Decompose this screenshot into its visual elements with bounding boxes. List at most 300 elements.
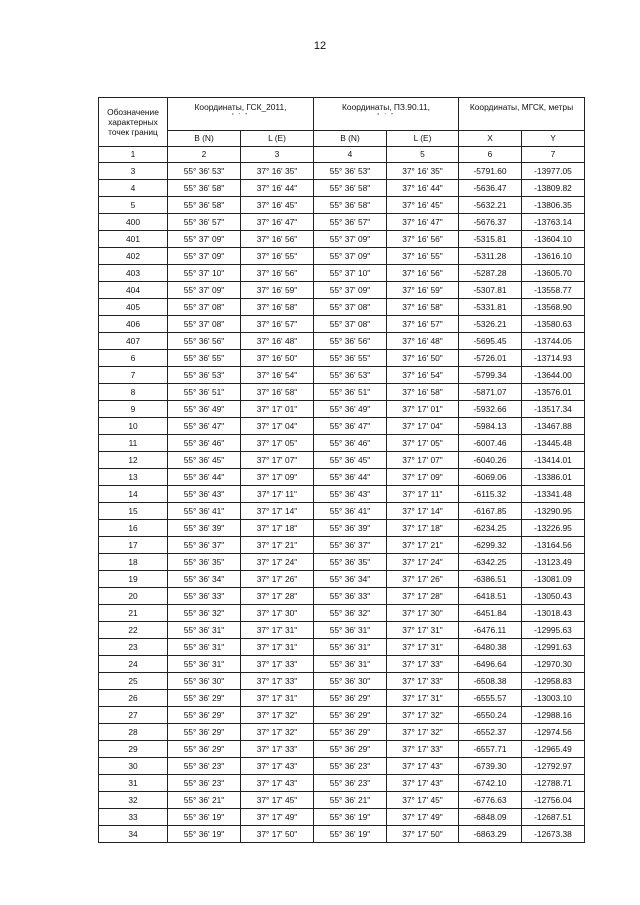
mgsk-x-cell: -5799.34 <box>459 367 522 384</box>
gsk-l-cell: 37° 17' 04" <box>241 418 314 435</box>
mgsk-x-cell: -6386.51 <box>459 571 522 588</box>
table-row <box>99 792 585 809</box>
pz-b-cell: 55° 36' 53" <box>314 163 387 180</box>
mgsk-y-cell: -13018.43 <box>522 605 585 622</box>
point-id-cell: 15 <box>99 503 168 520</box>
table-row <box>99 622 585 639</box>
pz-l-cell: 37° 16' 47" <box>387 214 459 231</box>
pz-l-cell: 37° 17' 33" <box>387 673 459 690</box>
pz-l-cell: 37° 17' 43" <box>387 775 459 792</box>
table-row <box>99 452 585 469</box>
header-pz-90-11-unit: ° ' " <box>377 112 395 119</box>
table-row <box>99 775 585 792</box>
pz-b-cell: 55° 36' 21" <box>314 792 387 809</box>
mgsk-y-cell: -12988.16 <box>522 707 585 724</box>
mgsk-y-cell: -13763.14 <box>522 214 585 231</box>
pz-b-cell: 55° 36' 41" <box>314 503 387 520</box>
point-id-cell: 33 <box>99 809 168 826</box>
gsk-l-cell: 37° 17' 43" <box>241 758 314 775</box>
point-id-cell: 16 <box>99 520 168 537</box>
pz-l-cell: 37° 17' 32" <box>387 707 459 724</box>
mgsk-x-cell: -5984.13 <box>459 418 522 435</box>
point-id-cell: 23 <box>99 639 168 656</box>
gsk-l-cell: 37° 17' 24" <box>241 554 314 571</box>
pz-b-cell: 55° 36' 23" <box>314 758 387 775</box>
gsk-b-cell: 55° 36' 55" <box>168 350 241 367</box>
pz-b-cell: 55° 36' 57" <box>314 214 387 231</box>
point-id-cell: 3 <box>99 163 168 180</box>
pz-l-cell: 37° 17' 31" <box>387 622 459 639</box>
gsk-l-cell: 37° 16' 35" <box>241 163 314 180</box>
pz-b-cell: 55° 36' 34" <box>314 571 387 588</box>
mgsk-x-cell: -5932.66 <box>459 401 522 418</box>
table-body <box>99 163 585 843</box>
mgsk-x-cell: -6742.10 <box>459 775 522 792</box>
gsk-l-cell: 37° 17' 26" <box>241 571 314 588</box>
gsk-l-cell: 37° 16' 47" <box>241 214 314 231</box>
table-row <box>99 486 585 503</box>
gsk-b-cell: 55° 36' 29" <box>168 741 241 758</box>
pz-l-cell: 37° 17' 24" <box>387 554 459 571</box>
column-number: 2 <box>168 147 241 163</box>
mgsk-x-cell: -5636.47 <box>459 180 522 197</box>
gsk-b-cell: 55° 36' 29" <box>168 724 241 741</box>
table-row <box>99 724 585 741</box>
pz-b-cell: 55° 36' 47" <box>314 418 387 435</box>
point-id-cell: 25 <box>99 673 168 690</box>
table-row <box>99 537 585 554</box>
mgsk-y-cell: -13576.01 <box>522 384 585 401</box>
point-id-cell: 8 <box>99 384 168 401</box>
pz-b-cell: 55° 36' 29" <box>314 707 387 724</box>
gsk-l-cell: 37° 16' 50" <box>241 350 314 367</box>
table-row <box>99 350 585 367</box>
table-row <box>99 197 585 214</box>
gsk-l-cell: 37° 17' 45" <box>241 792 314 809</box>
point-id-cell: 405 <box>99 299 168 316</box>
gsk-b-cell: 55° 36' 58" <box>168 180 241 197</box>
gsk-l-cell: 37° 17' 18" <box>241 520 314 537</box>
point-id-cell: 401 <box>99 231 168 248</box>
pz-l-cell: 37° 17' 50" <box>387 826 459 843</box>
gsk-l-cell: 37° 17' 33" <box>241 673 314 690</box>
pz-b-cell: 55° 36' 49" <box>314 401 387 418</box>
point-id-cell: 10 <box>99 418 168 435</box>
gsk-l-cell: 37° 16' 56" <box>241 265 314 282</box>
table-row <box>99 503 585 520</box>
pz-b-cell: 55° 36' 44" <box>314 469 387 486</box>
mgsk-y-cell: -13386.01 <box>522 469 585 486</box>
gsk-b-cell: 55° 36' 35" <box>168 554 241 571</box>
point-id-cell: 9 <box>99 401 168 418</box>
gsk-b-cell: 55° 36' 51" <box>168 384 241 401</box>
point-id-cell: 6 <box>99 350 168 367</box>
mgsk-x-cell: -5676.37 <box>459 214 522 231</box>
mgsk-x-cell: -6451.84 <box>459 605 522 622</box>
mgsk-x-cell: -6167.85 <box>459 503 522 520</box>
mgsk-x-cell: -6476.11 <box>459 622 522 639</box>
point-id-cell: 27 <box>99 707 168 724</box>
gsk-b-cell: 55° 36' 49" <box>168 401 241 418</box>
point-id-cell: 26 <box>99 690 168 707</box>
mgsk-x-cell: -6863.29 <box>459 826 522 843</box>
pz-b-cell: 55° 36' 33" <box>314 588 387 605</box>
mgsk-y-cell: -12974.56 <box>522 724 585 741</box>
pz-b-cell: 55° 37' 09" <box>314 248 387 265</box>
pz-l-cell: 37° 17' 45" <box>387 792 459 809</box>
table-row <box>99 690 585 707</box>
pz-b-cell: 55° 36' 31" <box>314 656 387 673</box>
pz-b-cell: 55° 36' 23" <box>314 775 387 792</box>
pz-b-cell: 55° 36' 56" <box>314 333 387 350</box>
gsk-l-cell: 37° 17' 31" <box>241 622 314 639</box>
gsk-l-cell: 37° 17' 33" <box>241 741 314 758</box>
mgsk-y-cell: -12673.38 <box>522 826 585 843</box>
gsk-b-cell: 55° 36' 44" <box>168 469 241 486</box>
pz-b-cell: 55° 36' 29" <box>314 690 387 707</box>
point-id-cell: 29 <box>99 741 168 758</box>
mgsk-x-cell: -6739.30 <box>459 758 522 775</box>
mgsk-y-cell: -13714.93 <box>522 350 585 367</box>
pz-b-cell: 55° 36' 51" <box>314 384 387 401</box>
pz-b-cell: 55° 36' 31" <box>314 639 387 656</box>
mgsk-x-cell: -6550.24 <box>459 707 522 724</box>
point-id-cell: 19 <box>99 571 168 588</box>
pz-l-cell: 37° 17' 09" <box>387 469 459 486</box>
point-id-cell: 402 <box>99 248 168 265</box>
mgsk-x-cell: -6496.64 <box>459 656 522 673</box>
gsk-b-cell: 55° 36' 31" <box>168 656 241 673</box>
header-pz-l: L (E) <box>387 131 459 147</box>
table-row <box>99 282 585 299</box>
mgsk-y-cell: -13341.48 <box>522 486 585 503</box>
mgsk-x-cell: -6040.26 <box>459 452 522 469</box>
pz-l-cell: 37° 17' 18" <box>387 520 459 537</box>
gsk-b-cell: 55° 36' 56" <box>168 333 241 350</box>
gsk-l-cell: 37° 17' 32" <box>241 724 314 741</box>
pz-b-cell: 55° 36' 30" <box>314 673 387 690</box>
table-row <box>99 809 585 826</box>
header-mgsk <box>459 98 585 131</box>
mgsk-y-cell: -13744.05 <box>522 333 585 350</box>
gsk-b-cell: 55° 36' 31" <box>168 622 241 639</box>
mgsk-y-cell: -13644.00 <box>522 367 585 384</box>
mgsk-x-cell: -6552.37 <box>459 724 522 741</box>
gsk-b-cell: 55° 37' 08" <box>168 299 241 316</box>
header-gsk-2011 <box>168 98 314 131</box>
table-row <box>99 758 585 775</box>
gsk-l-cell: 37° 16' 55" <box>241 248 314 265</box>
gsk-l-cell: 37° 16' 45" <box>241 197 314 214</box>
gsk-l-cell: 37° 16' 59" <box>241 282 314 299</box>
table-row <box>99 401 585 418</box>
gsk-l-cell: 37° 17' 31" <box>241 690 314 707</box>
point-id-cell: 7 <box>99 367 168 384</box>
pz-l-cell: 37° 16' 58" <box>387 384 459 401</box>
header-designation: Обозначение характерных точек границ <box>99 98 168 147</box>
point-id-cell: 400 <box>99 214 168 231</box>
table-row <box>99 741 585 758</box>
table-row <box>99 605 585 622</box>
mgsk-x-cell: -5695.45 <box>459 333 522 350</box>
table-row <box>99 520 585 537</box>
gsk-b-cell: 55° 36' 34" <box>168 571 241 588</box>
mgsk-y-cell: -13290.95 <box>522 503 585 520</box>
gsk-b-cell: 55° 36' 29" <box>168 707 241 724</box>
gsk-b-cell: 55° 36' 58" <box>168 197 241 214</box>
gsk-b-cell: 55° 36' 23" <box>168 758 241 775</box>
gsk-l-cell: 37° 17' 50" <box>241 826 314 843</box>
gsk-b-cell: 55° 36' 53" <box>168 163 241 180</box>
gsk-b-cell: 55° 36' 47" <box>168 418 241 435</box>
pz-b-cell: 55° 36' 39" <box>314 520 387 537</box>
coordinates-table <box>98 97 585 843</box>
mgsk-x-cell: -6776.63 <box>459 792 522 809</box>
mgsk-y-cell: -13081.09 <box>522 571 585 588</box>
gsk-b-cell: 55° 36' 39" <box>168 520 241 537</box>
gsk-b-cell: 55° 37' 09" <box>168 282 241 299</box>
mgsk-x-cell: -6508.38 <box>459 673 522 690</box>
point-id-cell: 17 <box>99 537 168 554</box>
mgsk-y-cell: -12991.63 <box>522 639 585 656</box>
mgsk-x-cell: -5632.21 <box>459 197 522 214</box>
pz-l-cell: 37° 17' 21" <box>387 537 459 554</box>
mgsk-y-cell: -12788.71 <box>522 775 585 792</box>
mgsk-x-cell: -6557.71 <box>459 741 522 758</box>
header-gsk-2011-unit: ° ' " <box>231 112 250 119</box>
pz-l-cell: 37° 16' 44" <box>387 180 459 197</box>
header-pz-b: B (N) <box>314 131 387 147</box>
gsk-l-cell: 37° 17' 49" <box>241 809 314 826</box>
point-id-cell: 24 <box>99 656 168 673</box>
gsk-l-cell: 37° 16' 44" <box>241 180 314 197</box>
gsk-l-cell: 37° 17' 33" <box>241 656 314 673</box>
mgsk-x-cell: -5315.81 <box>459 231 522 248</box>
point-id-cell: 28 <box>99 724 168 741</box>
table-row <box>99 707 585 724</box>
mgsk-x-cell: -6299.32 <box>459 537 522 554</box>
gsk-b-cell: 55° 36' 19" <box>168 809 241 826</box>
mgsk-x-cell: -6234.25 <box>459 520 522 537</box>
mgsk-y-cell: -12958.83 <box>522 673 585 690</box>
mgsk-x-cell: -6342.25 <box>459 554 522 571</box>
mgsk-y-cell: -12792.97 <box>522 758 585 775</box>
point-id-cell: 14 <box>99 486 168 503</box>
mgsk-y-cell: -13050.43 <box>522 588 585 605</box>
gsk-l-cell: 37° 17' 21" <box>241 537 314 554</box>
point-id-cell: 31 <box>99 775 168 792</box>
pz-l-cell: 37° 17' 33" <box>387 741 459 758</box>
mgsk-y-cell: -13226.95 <box>522 520 585 537</box>
mgsk-y-cell: -12995.63 <box>522 622 585 639</box>
gsk-l-cell: 37° 17' 14" <box>241 503 314 520</box>
pz-b-cell: 55° 36' 32" <box>314 605 387 622</box>
column-number: 3 <box>241 147 314 163</box>
pz-l-cell: 37° 17' 31" <box>387 690 459 707</box>
pz-l-cell: 37° 16' 54" <box>387 367 459 384</box>
column-number: 4 <box>314 147 387 163</box>
table-row <box>99 571 585 588</box>
point-id-cell: 32 <box>99 792 168 809</box>
gsk-b-cell: 55° 36' 32" <box>168 605 241 622</box>
mgsk-x-cell: -6555.57 <box>459 690 522 707</box>
gsk-b-cell: 55° 36' 23" <box>168 775 241 792</box>
gsk-b-cell: 55° 36' 37" <box>168 537 241 554</box>
table-row <box>99 639 585 656</box>
header-mgsk-x: X <box>459 131 522 147</box>
gsk-b-cell: 55° 36' 43" <box>168 486 241 503</box>
mgsk-x-cell: -6848.09 <box>459 809 522 826</box>
pz-b-cell: 55° 36' 29" <box>314 741 387 758</box>
pz-b-cell: 55° 36' 19" <box>314 809 387 826</box>
pz-l-cell: 37° 17' 04" <box>387 418 459 435</box>
pz-b-cell: 55° 36' 55" <box>314 350 387 367</box>
point-id-cell: 403 <box>99 265 168 282</box>
gsk-l-cell: 37° 17' 28" <box>241 588 314 605</box>
pz-l-cell: 37° 16' 56" <box>387 265 459 282</box>
table-row <box>99 316 585 333</box>
pz-b-cell: 55° 37' 09" <box>314 282 387 299</box>
table-row <box>99 435 585 452</box>
mgsk-x-cell: -5871.07 <box>459 384 522 401</box>
table-row <box>99 163 585 180</box>
mgsk-y-cell: -13809.82 <box>522 180 585 197</box>
page-number: 12 <box>313 40 327 52</box>
table-row <box>99 214 585 231</box>
mgsk-x-cell: -5287.28 <box>459 265 522 282</box>
gsk-b-cell: 55° 37' 08" <box>168 316 241 333</box>
gsk-b-cell: 55° 36' 41" <box>168 503 241 520</box>
mgsk-y-cell: -13604.10 <box>522 231 585 248</box>
pz-l-cell: 37° 17' 11" <box>387 486 459 503</box>
column-number: 1 <box>99 147 168 163</box>
pz-l-cell: 37° 17' 28" <box>387 588 459 605</box>
pz-b-cell: 55° 36' 45" <box>314 452 387 469</box>
gsk-b-cell: 55° 36' 57" <box>168 214 241 231</box>
pz-b-cell: 55° 37' 08" <box>314 299 387 316</box>
column-number: 5 <box>387 147 459 163</box>
mgsk-y-cell: -13517.34 <box>522 401 585 418</box>
mgsk-y-cell: -13003.10 <box>522 690 585 707</box>
mgsk-y-cell: -13467.88 <box>522 418 585 435</box>
point-id-cell: 34 <box>99 826 168 843</box>
header-pz-90-11-label: Координаты, ПЗ.90.11, <box>342 102 430 112</box>
pz-l-cell: 37° 16' 35" <box>387 163 459 180</box>
pz-l-cell: 37° 17' 26" <box>387 571 459 588</box>
gsk-b-cell: 55° 37' 10" <box>168 265 241 282</box>
column-number: 7 <box>522 147 585 163</box>
mgsk-y-cell: -13580.63 <box>522 316 585 333</box>
mgsk-y-cell: -13977.05 <box>522 163 585 180</box>
table-row <box>99 469 585 486</box>
gsk-l-cell: 37° 17' 09" <box>241 469 314 486</box>
point-id-cell: 11 <box>99 435 168 452</box>
table-row <box>99 418 585 435</box>
mgsk-y-cell: -13445.48 <box>522 435 585 452</box>
gsk-b-cell: 55° 37' 09" <box>168 248 241 265</box>
table-row <box>99 265 585 282</box>
table-row <box>99 384 585 401</box>
gsk-l-cell: 37° 16' 56" <box>241 231 314 248</box>
mgsk-y-cell: -13616.10 <box>522 248 585 265</box>
mgsk-x-cell: -5331.81 <box>459 299 522 316</box>
pz-l-cell: 37° 17' 49" <box>387 809 459 826</box>
pz-b-cell: 55° 37' 10" <box>314 265 387 282</box>
column-number: 6 <box>459 147 522 163</box>
gsk-b-cell: 55° 36' 53" <box>168 367 241 384</box>
table-row <box>99 231 585 248</box>
point-id-cell: 18 <box>99 554 168 571</box>
pz-b-cell: 55° 36' 43" <box>314 486 387 503</box>
mgsk-y-cell: -13123.49 <box>522 554 585 571</box>
gsk-l-cell: 37° 17' 30" <box>241 605 314 622</box>
mgsk-x-cell: -6418.51 <box>459 588 522 605</box>
pz-b-cell: 55° 36' 46" <box>314 435 387 452</box>
pz-l-cell: 37° 17' 14" <box>387 503 459 520</box>
pz-l-cell: 37° 16' 58" <box>387 299 459 316</box>
table-row <box>99 656 585 673</box>
point-id-cell: 12 <box>99 452 168 469</box>
pz-b-cell: 55° 36' 19" <box>314 826 387 843</box>
point-id-cell: 5 <box>99 197 168 214</box>
mgsk-y-cell: -13414.01 <box>522 452 585 469</box>
gsk-b-cell: 55° 36' 33" <box>168 588 241 605</box>
pz-l-cell: 37° 17' 30" <box>387 605 459 622</box>
pz-b-cell: 55° 36' 53" <box>314 367 387 384</box>
mgsk-x-cell: -5307.81 <box>459 282 522 299</box>
pz-b-cell: 55° 37' 08" <box>314 316 387 333</box>
point-id-cell: 4 <box>99 180 168 197</box>
point-id-cell: 407 <box>99 333 168 350</box>
pz-b-cell: 55° 36' 31" <box>314 622 387 639</box>
gsk-b-cell: 55° 36' 45" <box>168 452 241 469</box>
header-mgsk-y: Y <box>522 131 585 147</box>
pz-b-cell: 55° 36' 35" <box>314 554 387 571</box>
pz-b-cell: 55° 36' 29" <box>314 724 387 741</box>
pz-l-cell: 37° 16' 55" <box>387 248 459 265</box>
pz-l-cell: 37° 17' 01" <box>387 401 459 418</box>
pz-b-cell: 55° 36' 58" <box>314 180 387 197</box>
header-gsk-2011-label: Координаты, ГСК_2011, <box>194 102 287 112</box>
table-row <box>99 299 585 316</box>
gsk-l-cell: 37° 17' 11" <box>241 486 314 503</box>
mgsk-y-cell: -13558.77 <box>522 282 585 299</box>
gsk-b-cell: 55° 37' 09" <box>168 231 241 248</box>
gsk-l-cell: 37° 16' 48" <box>241 333 314 350</box>
pz-l-cell: 37° 17' 33" <box>387 656 459 673</box>
pz-l-cell: 37° 17' 31" <box>387 639 459 656</box>
header-gsk-l: L (E) <box>241 131 314 147</box>
pz-l-cell: 37° 17' 07" <box>387 452 459 469</box>
gsk-l-cell: 37° 17' 31" <box>241 639 314 656</box>
mgsk-x-cell: -6115.32 <box>459 486 522 503</box>
mgsk-x-cell: -5791.60 <box>459 163 522 180</box>
pz-l-cell: 37° 16' 56" <box>387 231 459 248</box>
gsk-l-cell: 37° 16' 58" <box>241 384 314 401</box>
gsk-b-cell: 55° 36' 46" <box>168 435 241 452</box>
gsk-b-cell: 55° 36' 21" <box>168 792 241 809</box>
table-row <box>99 367 585 384</box>
header-pz-90-11 <box>314 98 459 131</box>
point-id-cell: 22 <box>99 622 168 639</box>
mgsk-y-cell: -12965.49 <box>522 741 585 758</box>
table-row <box>99 826 585 843</box>
pz-l-cell: 37° 16' 57" <box>387 316 459 333</box>
table-row <box>99 248 585 265</box>
gsk-l-cell: 37° 17' 32" <box>241 707 314 724</box>
point-id-cell: 21 <box>99 605 168 622</box>
gsk-b-cell: 55° 36' 19" <box>168 826 241 843</box>
